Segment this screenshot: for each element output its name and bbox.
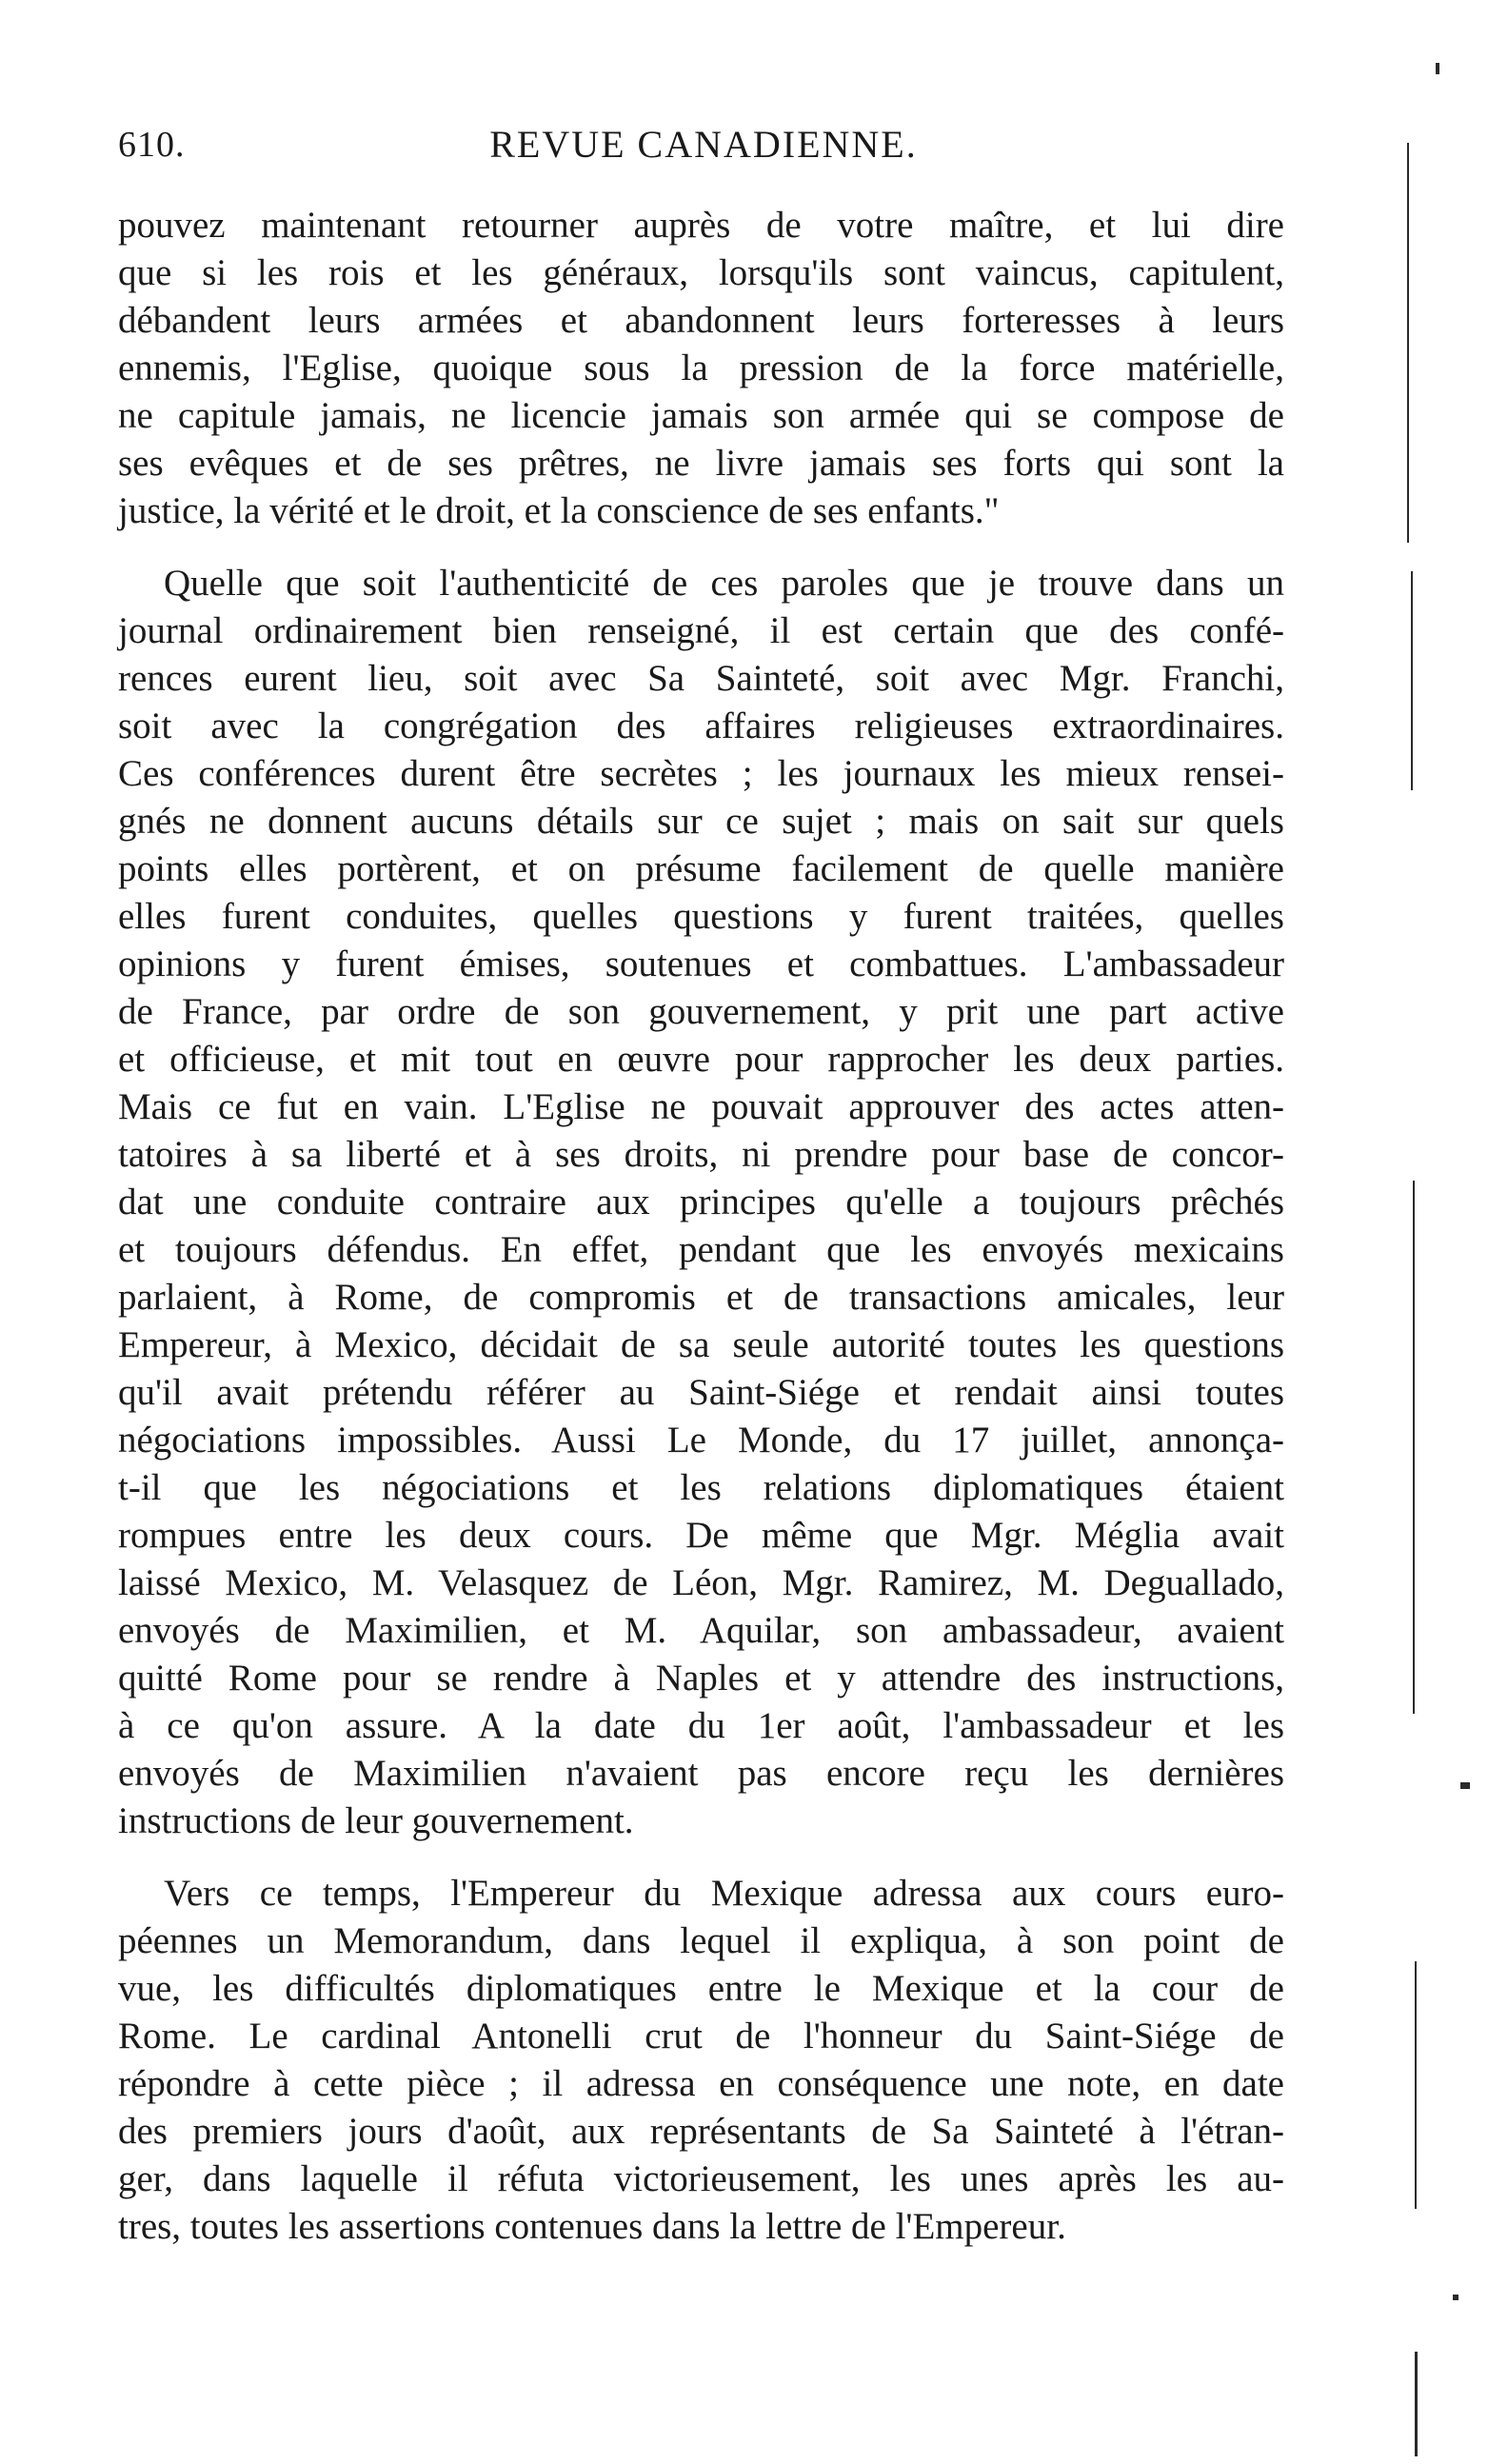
text-line: pouvez maintenant retourner auprès de votre maître, et lui dire [118, 205, 1284, 246]
text-line: des premiers jours d'août, aux représentants de Sa Sainteté à l'étran- [118, 2111, 1284, 2152]
text-line: Empereur, à Mexico, décidait de sa seule autorité toutes les questions [118, 1324, 1284, 1365]
text-line: rences eurent lieu, soit avec Sa Sainteté, soit avec Mgr. Franchi, [118, 658, 1284, 699]
text-line: instructions de leur gouvernement. [118, 1800, 634, 1841]
text-line: gnés ne donnent aucuns détails sur ce sujet ; mais on sait sur quels [118, 801, 1284, 842]
text-line: justice, la vérité et le droit, et la conscience de ses enfants." [118, 490, 1000, 531]
paragraph-3 [118, 1870, 1284, 2251]
margin-scan-line [1413, 1181, 1415, 1714]
margin-scan-line [1415, 2352, 1418, 2456]
text-line: de France, par ordre de son gouvernement, y prit une part active [118, 991, 1284, 1032]
text-line: elles furent conduites, quelles questions y furent traitées, quelles [118, 896, 1284, 937]
text-line: à ce qu'on assure. A la date du 1er août, l'ambassadeur et les [118, 1705, 1284, 1746]
text-line: rompues entre les deux cours. De même que Mgr. Méglia avait [118, 1515, 1284, 1556]
text-line: opinions y furent émises, soutenues et combattues. L'ambassadeur [118, 944, 1284, 984]
text-line: débandent leurs armées et abandonnent leurs forteresses à leurs [118, 300, 1284, 341]
page-header [118, 118, 1289, 175]
text-line: points elles portèrent, et on présume facilement de quelle manière [118, 848, 1284, 889]
text-line: Mais ce fut en vain. L'Eglise ne pouvait approuver des actes atten- [118, 1086, 1284, 1127]
text-line: dat une conduite contraire aux principes qu'elle a toujours prêchés [118, 1182, 1284, 1222]
text-line: que si les rois et les généraux, lorsqu'ils sont vaincus, capitulent, [118, 252, 1284, 293]
paragraph-gap [118, 1845, 1284, 1870]
text-line: tatoires à sa liberté et à ses droits, ni prendre pour base de concor- [118, 1134, 1284, 1175]
page-number: 610. [118, 125, 186, 165]
margin-scan-line [1411, 571, 1413, 790]
text-line: ne capitule jamais, ne licencie jamais son armée qui se compose de [118, 395, 1284, 436]
text-line: répondre à cette pièce ; il adressa en conséquence une note, en date [118, 2063, 1284, 2104]
text-line: envoyés de Maximilien, et M. Aquilar, son ambassadeur, avaient [118, 1610, 1284, 1651]
text-line: Vers ce temps, l'Empereur du Mexique adressa aux cours euro- [164, 1873, 1284, 1914]
margin-dot [1436, 63, 1439, 74]
text-line: et officieuse, et mit tout en œuvre pour rapprocher les deux parties. [118, 1039, 1284, 1080]
text-line: Ces conférences durent être secrètes ; les journaux les mieux rensei- [118, 753, 1284, 794]
paragraph-gap [118, 535, 1284, 560]
running-title: REVUE CANADIENNE. [489, 123, 918, 166]
text-line: t-il que les négociations et les relations diplomatiques étaient [118, 1467, 1284, 1508]
text-line: et toujours défendus. En effet, pendant que les envoyés mexicains [118, 1229, 1284, 1270]
text-line: qu'il avait prétendu référer au Saint-Siége et rendait ainsi toutes [118, 1372, 1284, 1413]
text-line: ennemis, l'Eglise, quoique sous la pression de la force matérielle, [118, 348, 1284, 388]
margin-dot [1460, 1782, 1470, 1789]
margin-scan-line [1415, 1961, 1417, 2209]
text-line: négociations impossibles. Aussi Le Monde, du 17 juillet, annonça- [118, 1420, 1284, 1461]
text-line: tres, toutes les assertions contenues dans la lettre de l'Empereur. [118, 2206, 1066, 2247]
text-line: soit avec la congrégation des affaires religieuses extraordinaires. [118, 705, 1284, 746]
text-line: quitté Rome pour se rendre à Naples et y attendre des instructions, [118, 1658, 1284, 1699]
text-line: journal ordinairement bien renseigné, il est certain que des confé- [118, 610, 1284, 651]
text-line: Rome. Le cardinal Antonelli crut de l'honneur du Saint-Siége de [118, 2016, 1284, 2057]
text-line: ses evêques et de ses prêtres, ne livre jamais ses forts qui sont la [118, 443, 1284, 484]
text-line: ger, dans laquelle il réfuta victorieusement, les unes après les au- [118, 2158, 1284, 2199]
text-line: parlaient, à Rome, de compromis et de transactions amicales, leur [118, 1277, 1284, 1318]
margin-dot [1453, 2295, 1458, 2300]
text-line: Quelle que soit l'authenticité de ces paroles que je trouve dans un [164, 563, 1284, 604]
paragraph-2 [118, 560, 1284, 1845]
body-text [118, 202, 1284, 2251]
text-line: vue, les difficultés diplomatiques entre le Mexique et la cour de [118, 1968, 1284, 2009]
margin-scan-line [1407, 143, 1409, 543]
paragraph-1 [118, 202, 1284, 535]
text-line: envoyés de Maximilien n'avaient pas encore reçu les dernières [118, 1753, 1284, 1794]
text-line: péennes un Memorandum, dans lequel il expliqua, à son point de [118, 1920, 1284, 1961]
text-line: laissé Mexico, M. Velasquez de Léon, Mgr. Ramirez, M. Deguallado, [118, 1562, 1284, 1603]
